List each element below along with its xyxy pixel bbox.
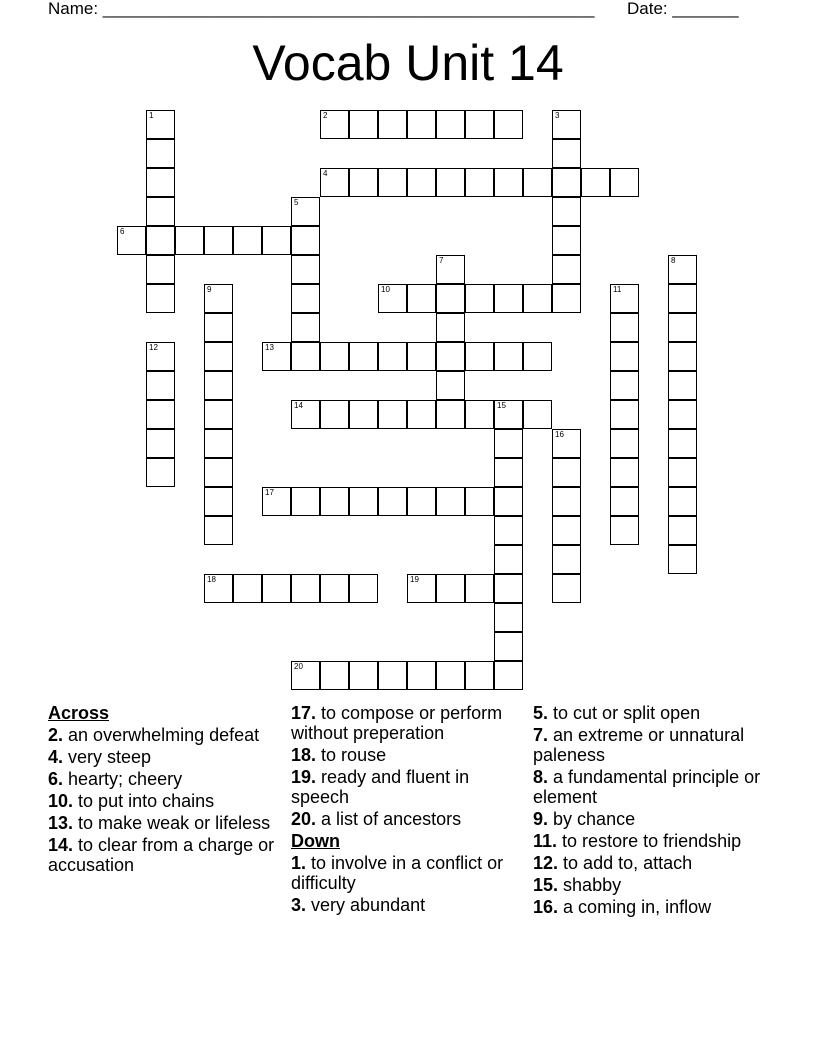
grid-cell[interactable] <box>436 110 465 139</box>
cell-number: 18 <box>207 575 216 584</box>
clue-text: a list of ancestors <box>321 809 462 829</box>
grid-cell[interactable] <box>552 516 581 545</box>
clue-across-17 <box>291 703 521 743</box>
cell-number: 11 <box>613 285 622 294</box>
clue-text: a coming in, inflow <box>563 897 712 917</box>
clue-number: 3. <box>291 895 307 915</box>
grid-cell[interactable] <box>407 574 436 603</box>
grid-cell[interactable] <box>436 284 465 313</box>
grid-cell[interactable] <box>465 168 494 197</box>
grid-cell[interactable] <box>349 487 378 516</box>
grid-cell[interactable] <box>552 458 581 487</box>
grid-cell[interactable] <box>378 661 407 690</box>
grid-cell[interactable] <box>407 168 436 197</box>
cell-number: 5 <box>294 198 299 207</box>
grid-cell[interactable] <box>668 516 697 545</box>
clue-across-19 <box>291 767 521 807</box>
grid-cell[interactable] <box>465 110 494 139</box>
cell-number: 14 <box>294 401 303 410</box>
grid-cell[interactable] <box>291 574 320 603</box>
clue-number: 8. <box>533 767 549 787</box>
grid-cell[interactable] <box>378 110 407 139</box>
clue-text: ready and fluent in speech <box>291 767 470 807</box>
grid-cell[interactable] <box>204 313 233 342</box>
grid-cell[interactable] <box>146 197 175 226</box>
clue-column-3 <box>533 703 773 919</box>
clue-number: 18. <box>291 745 317 765</box>
clue-text: by chance <box>553 809 636 829</box>
grid-cell[interactable] <box>436 487 465 516</box>
grid-cell[interactable] <box>378 400 407 429</box>
grid-cell[interactable] <box>146 458 175 487</box>
grid-cell[interactable] <box>668 342 697 371</box>
grid-cell[interactable] <box>552 110 581 139</box>
clue-number: 14. <box>48 835 74 855</box>
cell-number: 3 <box>555 111 560 120</box>
grid-cell[interactable] <box>494 168 523 197</box>
clue-text: an extreme or unnatural paleness <box>533 725 745 765</box>
grid-cell[interactable] <box>349 168 378 197</box>
grid-cell[interactable] <box>436 313 465 342</box>
grid-cell[interactable] <box>436 661 465 690</box>
grid-cell[interactable] <box>320 110 349 139</box>
grid-cell[interactable] <box>146 429 175 458</box>
grid-cell[interactable] <box>523 284 552 313</box>
down-heading: Down <box>291 831 340 851</box>
grid-cell[interactable] <box>523 342 552 371</box>
name-field[interactable]: Name: ____________________________________________________ <box>48 0 595 18</box>
grid-cell[interactable] <box>610 313 639 342</box>
clue-across-4 <box>48 747 278 767</box>
clue-column-2 <box>291 703 521 917</box>
grid-cell[interactable] <box>668 255 697 284</box>
grid-cell[interactable] <box>465 284 494 313</box>
grid-cell[interactable] <box>146 139 175 168</box>
clue-number: 1. <box>291 853 307 873</box>
clue-number: 20. <box>291 809 317 829</box>
grid-cell[interactable] <box>262 342 291 371</box>
grid-cell[interactable] <box>349 110 378 139</box>
clue-number: 12. <box>533 853 559 873</box>
grid-cell[interactable] <box>291 197 320 226</box>
clue-text: to compose or perform without preperation <box>291 703 503 743</box>
grid-cell[interactable] <box>407 284 436 313</box>
grid-cell[interactable] <box>204 574 233 603</box>
grid-cell[interactable] <box>320 400 349 429</box>
grid-cell[interactable] <box>407 110 436 139</box>
grid-cell[interactable] <box>668 400 697 429</box>
clue-across-6 <box>48 769 278 789</box>
grid-cell[interactable] <box>204 400 233 429</box>
grid-cell[interactable] <box>146 284 175 313</box>
grid-cell[interactable] <box>494 487 523 516</box>
grid-cell[interactable] <box>320 487 349 516</box>
clue-text: to restore to friendship <box>562 831 742 851</box>
grid-cell[interactable] <box>581 168 610 197</box>
clue-number: 9. <box>533 809 549 829</box>
grid-cell[interactable] <box>146 371 175 400</box>
clue-down-15 <box>533 875 773 895</box>
grid-cell[interactable] <box>291 661 320 690</box>
clue-text: to make weak or lifeless <box>78 813 271 833</box>
grid-cell[interactable] <box>146 226 175 255</box>
grid-cell[interactable] <box>407 661 436 690</box>
cell-number: 16 <box>555 430 564 439</box>
clue-down-9 <box>533 809 773 829</box>
grid-cell[interactable] <box>494 284 523 313</box>
grid-cell[interactable] <box>610 371 639 400</box>
grid-cell[interactable] <box>668 429 697 458</box>
cell-number: 12 <box>149 343 158 352</box>
grid-cell[interactable] <box>146 255 175 284</box>
across-heading: Across <box>48 703 110 723</box>
grid-cell[interactable] <box>291 313 320 342</box>
grid-cell[interactable] <box>494 516 523 545</box>
grid-cell[interactable] <box>262 226 291 255</box>
grid-cell[interactable] <box>378 284 407 313</box>
grid-cell[interactable] <box>610 458 639 487</box>
grid-cell[interactable] <box>494 661 523 690</box>
grid-cell[interactable] <box>436 400 465 429</box>
grid-cell[interactable] <box>465 661 494 690</box>
date-field[interactable]: Date: _______ <box>627 0 739 18</box>
clue-across-2 <box>48 725 278 745</box>
cell-number: 20 <box>294 662 303 671</box>
grid-cell[interactable] <box>407 487 436 516</box>
grid-cell[interactable] <box>436 255 465 284</box>
grid-cell[interactable] <box>552 139 581 168</box>
grid-cell[interactable] <box>552 487 581 516</box>
grid-cell[interactable] <box>436 168 465 197</box>
grid-cell[interactable] <box>378 168 407 197</box>
grid-cell[interactable] <box>204 284 233 313</box>
clue-text: an overwhelming defeat <box>68 725 260 745</box>
grid-cell[interactable] <box>436 342 465 371</box>
grid-cell[interactable] <box>494 342 523 371</box>
clue-number: 7. <box>533 725 549 745</box>
clue-number: 15. <box>533 875 559 895</box>
grid-cell[interactable] <box>494 574 523 603</box>
grid-cell[interactable] <box>668 458 697 487</box>
grid-cell[interactable] <box>610 429 639 458</box>
grid-cell[interactable] <box>610 168 639 197</box>
grid-cell[interactable] <box>175 226 204 255</box>
cell-number: 1 <box>149 111 154 120</box>
grid-cell[interactable] <box>291 226 320 255</box>
grid-cell[interactable] <box>552 284 581 313</box>
grid-cell[interactable] <box>349 661 378 690</box>
clue-column-1 <box>48 703 278 877</box>
grid-cell[interactable] <box>204 342 233 371</box>
clue-number: 2. <box>48 725 64 745</box>
grid-cell[interactable] <box>146 168 175 197</box>
clue-across-10 <box>48 791 278 811</box>
cell-number: 6 <box>120 227 125 236</box>
grid-cell[interactable] <box>668 487 697 516</box>
grid-cell[interactable] <box>668 545 697 574</box>
clue-text: to put into chains <box>78 791 215 811</box>
grid-cell[interactable] <box>349 342 378 371</box>
grid-cell[interactable] <box>320 168 349 197</box>
clue-across-20 <box>291 809 521 829</box>
grid-cell[interactable] <box>552 255 581 284</box>
grid-cell[interactable] <box>668 371 697 400</box>
grid-cell[interactable] <box>552 545 581 574</box>
grid-cell[interactable] <box>233 574 262 603</box>
cell-number: 2 <box>323 111 328 120</box>
grid-cell[interactable] <box>320 661 349 690</box>
clue-text: to rouse <box>321 745 387 765</box>
grid-cell[interactable] <box>523 400 552 429</box>
grid-cell[interactable] <box>291 255 320 284</box>
cell-number: 9 <box>207 285 212 294</box>
grid-cell[interactable] <box>494 632 523 661</box>
grid-cell[interactable] <box>552 429 581 458</box>
clue-text: very steep <box>68 747 152 767</box>
clue-down-7 <box>533 725 773 765</box>
grid-cell[interactable] <box>610 487 639 516</box>
cell-number: 13 <box>265 343 274 352</box>
cell-number: 17 <box>265 488 274 497</box>
grid-cell[interactable] <box>291 342 320 371</box>
grid-cell[interactable] <box>552 168 581 197</box>
grid-cell[interactable] <box>494 429 523 458</box>
grid-cell[interactable] <box>668 284 697 313</box>
grid-cell[interactable] <box>262 487 291 516</box>
grid-cell[interactable] <box>407 342 436 371</box>
grid-cell[interactable] <box>117 226 146 255</box>
clue-text: shabby <box>563 875 622 895</box>
grid-cell[interactable] <box>291 400 320 429</box>
grid-cell[interactable] <box>204 226 233 255</box>
grid-cell[interactable] <box>523 168 552 197</box>
clue-down-1 <box>291 853 521 893</box>
clue-text: to involve in a conflict or difficulty <box>291 853 504 893</box>
clue-across-14 <box>48 835 278 875</box>
grid-cell[interactable] <box>494 458 523 487</box>
clue-number: 13. <box>48 813 74 833</box>
grid-cell[interactable] <box>494 545 523 574</box>
clue-down-3 <box>291 895 521 915</box>
grid-cell[interactable] <box>436 371 465 400</box>
grid-cell[interactable] <box>320 574 349 603</box>
grid-cell[interactable] <box>407 400 436 429</box>
cell-number: 4 <box>323 169 328 178</box>
clue-text: very abundant <box>311 895 426 915</box>
clue-number: 17. <box>291 703 317 723</box>
clue-text: to cut or split open <box>553 703 701 723</box>
grid-cell[interactable] <box>610 400 639 429</box>
grid-cell[interactable] <box>204 371 233 400</box>
grid-cell[interactable] <box>378 342 407 371</box>
grid-cell[interactable] <box>494 400 523 429</box>
page-title: Vocab Unit 14 <box>252 35 564 91</box>
clue-number: 19. <box>291 767 317 787</box>
clue-down-5 <box>533 703 773 723</box>
clue-text: to add to, attach <box>563 853 693 873</box>
grid-cell[interactable] <box>552 574 581 603</box>
grid-cell[interactable] <box>204 458 233 487</box>
grid-cell[interactable] <box>668 313 697 342</box>
grid-cell[interactable] <box>465 574 494 603</box>
grid-cell[interactable] <box>204 516 233 545</box>
clue-down-8 <box>533 767 773 807</box>
grid-cell[interactable] <box>146 342 175 371</box>
grid-cell[interactable] <box>494 603 523 632</box>
clue-number: 4. <box>48 747 64 767</box>
grid-cell[interactable] <box>552 197 581 226</box>
clue-text: to clear from a charge or accusation <box>48 835 275 875</box>
grid-cell[interactable] <box>610 516 639 545</box>
clue-across-18 <box>291 745 521 765</box>
clue-text: hearty; cheery <box>68 769 183 789</box>
grid-cell[interactable] <box>378 487 407 516</box>
grid-cell[interactable] <box>436 574 465 603</box>
grid-cell[interactable] <box>465 487 494 516</box>
grid-cell[interactable] <box>465 342 494 371</box>
grid-cell[interactable] <box>204 487 233 516</box>
grid-cell[interactable] <box>146 110 175 139</box>
cell-number: 10 <box>381 285 390 294</box>
grid-cell[interactable] <box>262 574 291 603</box>
grid-cell[interactable] <box>610 342 639 371</box>
cell-number: 15 <box>497 401 506 410</box>
clue-number: 5. <box>533 703 549 723</box>
grid-cell[interactable] <box>465 400 494 429</box>
clue-number: 11. <box>533 831 558 851</box>
cell-number: 8 <box>671 256 676 265</box>
cell-number: 7 <box>439 256 444 265</box>
grid-cell[interactable] <box>233 226 262 255</box>
clue-number: 16. <box>533 897 559 917</box>
grid-cell[interactable] <box>552 226 581 255</box>
clue-number: 6. <box>48 769 64 789</box>
clue-number: 10. <box>48 791 74 811</box>
clue-text: a fundamental principle or element <box>533 767 761 807</box>
clue-down-11 <box>533 831 773 851</box>
clue-down-12 <box>533 853 773 873</box>
grid-cell[interactable] <box>291 284 320 313</box>
grid-cell[interactable] <box>349 574 378 603</box>
grid-cell[interactable] <box>610 284 639 313</box>
grid-cell[interactable] <box>146 400 175 429</box>
cell-number: 19 <box>410 575 419 584</box>
clue-down-16 <box>533 897 773 917</box>
grid-cell[interactable] <box>291 487 320 516</box>
grid-cell[interactable] <box>204 429 233 458</box>
grid-cell[interactable] <box>320 342 349 371</box>
grid-cell[interactable] <box>494 110 523 139</box>
clue-across-13 <box>48 813 278 833</box>
grid-cell[interactable] <box>349 400 378 429</box>
